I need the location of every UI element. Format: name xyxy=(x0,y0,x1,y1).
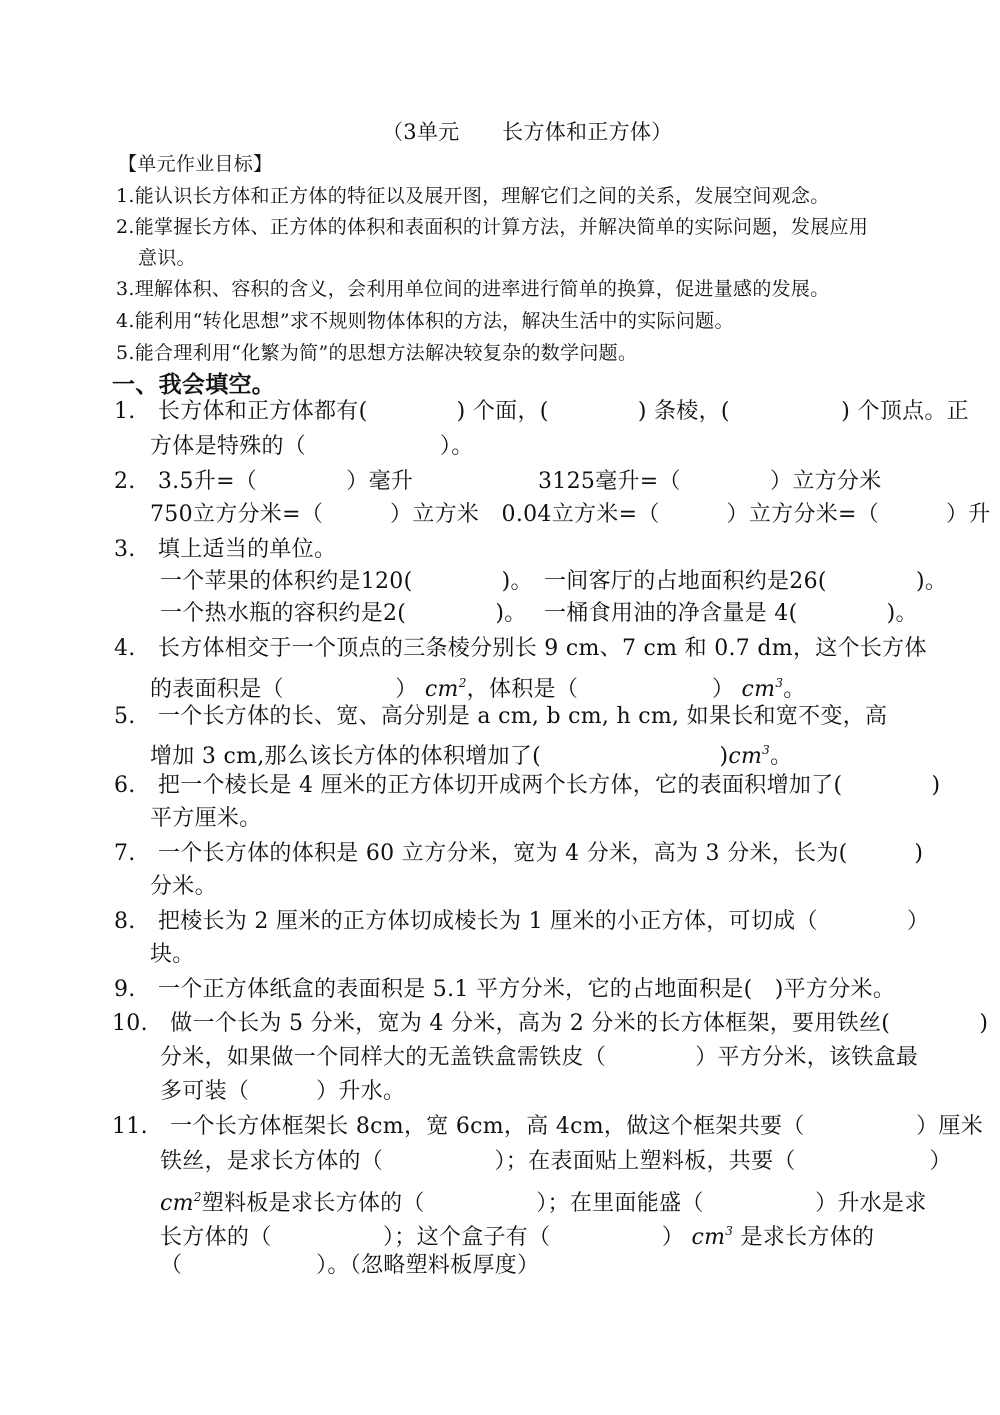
objective-3: 3.理解体积、容积的含义，会利用单位间的进率进行简单的换算，促进量感的发展。 xyxy=(116,278,830,300)
page-title: （3单元 长方体和正方体） xyxy=(382,120,673,144)
objective-2: 2.能掌握长方体、正方体的体积和表面积的计算方法，并解决简单的实际问题，发展应用 xyxy=(116,216,869,238)
question-3-line-2a: 一个苹果的体积约是120( )。 xyxy=(160,569,533,594)
question-8-line-2: 块。 xyxy=(150,942,195,967)
question-6-line-2: 平方厘米。 xyxy=(150,806,262,831)
question-6-line-1: 6. 把一个棱长是 4 厘米的正方体切开成两个长方体，它的表面积增加了( ) xyxy=(114,773,941,798)
question-11-line-1: 11. 一个长方体框架长 8cm，宽 6cm，高 4cm，做这个框架共要（ ）厘米 xyxy=(112,1114,984,1139)
objective-2-cont: 意识。 xyxy=(138,247,196,269)
question-3-line-2b: 一间客厅的占地面积约是26( )。 xyxy=(544,569,948,594)
unit-cm3: $cm^3$ xyxy=(691,1224,734,1250)
question-3-line-3a: 一个热水瓶的容积约是2( )。 xyxy=(160,601,527,626)
question-3-line-1: 3. 填上适当的单位。 xyxy=(114,537,337,562)
question-11-line-4: 长方体的（ ）；这个盒子有（ ） $cm^3$ 是求长方体的 xyxy=(160,1224,875,1250)
question-11-line-2: 铁丝，是求长方体的（ ）；在表面贴上塑料板，共要（ ） xyxy=(160,1149,952,1174)
question-1-line-2: 方体是特殊的（ ）。 xyxy=(150,434,474,459)
objective-5: 5.能合理利用“化繁为简”的思想方法解决较复杂的数学问题。 xyxy=(116,342,638,364)
question-7-line-2: 分米。 xyxy=(150,874,217,899)
question-5-line-1: 5. 一个长方体的长、宽、高分别是 a cm, b cm, h cm, 如果长和宽不变，高 xyxy=(114,704,888,729)
question-10-line-1: 10. 做一个长为 5 分米，宽为 4 分米，高为 2 分米的长方体框架，要用铁丝( ) xyxy=(112,1011,989,1036)
question-2-line-1a: 2. 3.5升=（ ）毫升 xyxy=(114,469,414,494)
unit-cm2: $cm^2$ xyxy=(160,1190,202,1216)
unit-cm2: $cm^2$ xyxy=(424,676,467,702)
question-10-line-3: 多可装（ ）升水。 xyxy=(160,1079,406,1104)
question-11-line-3: $cm^2$塑料板是求长方体的（ ）；在里面能盛（ ）升水是求 xyxy=(160,1190,927,1216)
question-2-line-1b: 3125毫升=（ ）立方分米 xyxy=(538,469,882,494)
question-10-line-2: 分米，如果做一个同样大的无盖铁盒需铁皮（ ）平方分米，该铁盒最 xyxy=(160,1045,919,1070)
question-9-line-1: 9. 一个正方体纸盒的表面积是 5.1 平方分米，它的占地面积是( )平方分米。 xyxy=(114,977,896,1002)
question-8-line-1: 8. 把棱长为 2 厘米的正方体切成棱长为 1 厘米的小正方体，可切成（ ） xyxy=(114,909,930,934)
objective-1: 1.能认识长方体和正方体的特征以及展开图，理解它们之间的关系，发展空间观念。 xyxy=(116,185,830,207)
question-1-line-1: 1. 长方体和正方体都有( ) 个面，( ) 条棱，( ) 个顶点。正 xyxy=(114,399,969,424)
question-11-line-5: （ ）。（忽略塑料板厚度） xyxy=(160,1253,540,1278)
question-7-line-1: 7. 一个长方体的体积是 60 立方分米，宽为 4 分米，高为 3 分米，长为( ) xyxy=(114,841,924,866)
objectives-heading: 【单元作业目标】 xyxy=(118,153,273,175)
question-5-line-2: 增加 3 cm,那么该长方体的体积增加了( )$cm^3$。 xyxy=(150,743,793,769)
question-2-line-2: 750立方分米=（ ）立方米 0.04立方米=（ ）立方分米=（ ）升 xyxy=(150,502,991,527)
question-4-line-2: 的表面积是（ ） $cm^2$，体积是（ ） $cm^3$。 xyxy=(150,676,806,702)
unit-cm3: $cm^3$ xyxy=(728,743,771,769)
question-4-line-1: 4. 长方体相交于一个顶点的三条棱分别长 9 cm、7 cm 和 0.7 dm，这个长方体 xyxy=(114,636,927,661)
section-heading: 一、我会填空。 xyxy=(112,371,276,398)
question-3-line-3b: 一桶食用油的净含量是 4( )。 xyxy=(544,601,918,626)
objective-4: 4.能利用“转化思想”求不规则物体体积的方法，解决生活中的实际问题。 xyxy=(116,310,734,332)
unit-cm3: $cm^3$ xyxy=(741,676,784,702)
